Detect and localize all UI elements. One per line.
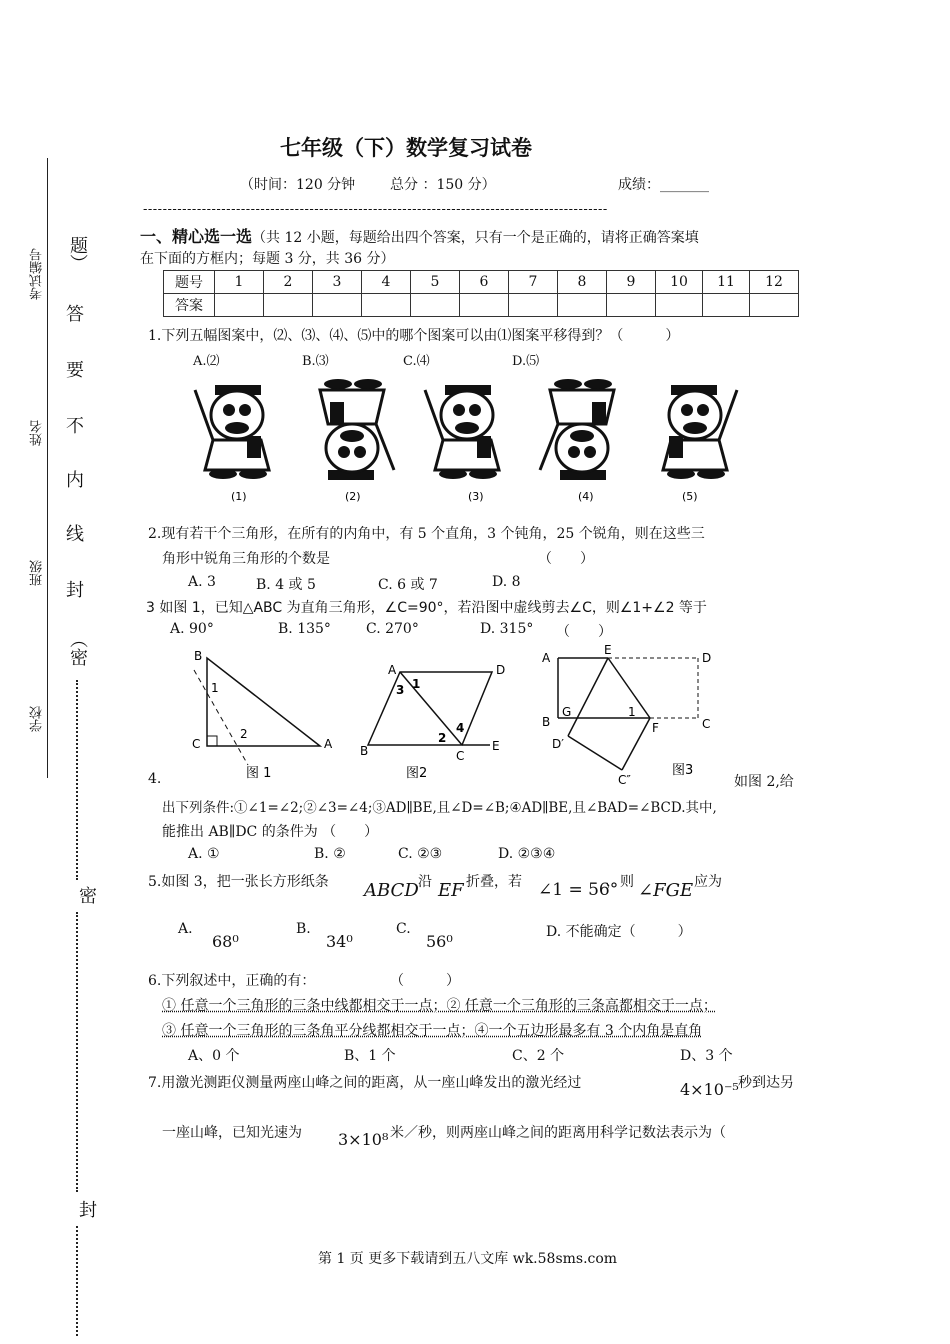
seal-dotted-line [76, 680, 78, 880]
cartoon-2 [320, 379, 394, 480]
warning-char: 不 [66, 416, 84, 437]
question-6-line2: ① 任意一个三角形的三条中线都相交于一点；② 任意一个三角形的三条高都相交于一点； [162, 998, 717, 1014]
seal-dotted-line [76, 912, 78, 1192]
class-label: 班级 [30, 560, 45, 586]
warning-char: 线 [66, 524, 84, 545]
question-4-line3: 能推出 AB∥DC 的条件为 （ ） [162, 824, 379, 840]
fig2-label-B: B [360, 744, 369, 758]
q1-option-a: A.⑵ [193, 354, 220, 369]
figure-2-caption: 图2 [406, 766, 428, 781]
q7-math-time: 4×10⁻⁵ [680, 1080, 739, 1099]
cartoon-4 [540, 379, 614, 480]
question-6-line3: ③ 任意一个三角形的三条角平分线都相交于一点；④一个五边形最多有 3 个内角是直角 [162, 1023, 703, 1039]
q6-option-d: D、3 个 [680, 1048, 733, 1064]
q4-option-a: A. ① [188, 846, 220, 862]
fig3-label-D-prime: D′ [552, 737, 564, 751]
q2-option-b: B. 4 或 5 [256, 577, 316, 593]
q2-option-a: A. 3 [188, 574, 216, 590]
table-cell: 1 [215, 271, 264, 294]
figure-3-caption: 图3 [672, 763, 694, 778]
cartoon-label-5: (5) [682, 490, 698, 503]
q5-value-a: 68⁰ [212, 932, 239, 951]
header-divider: ----------------------------------------------------------------------------------------------- [143, 202, 608, 217]
answer-cell[interactable] [362, 294, 411, 317]
fig1-label-2: 2 [240, 727, 248, 741]
fig2-label-E: E [492, 739, 500, 753]
fig2-label-2: 2 [438, 731, 447, 745]
fig3-label-B: B [542, 715, 551, 729]
feng-char: 封 [79, 1200, 97, 1221]
warning-char: 题） [67, 236, 88, 272]
table-cell: 4 [362, 271, 411, 294]
q4-option-c: C. ②③ [398, 846, 443, 862]
mi-char: 密 [79, 886, 97, 907]
cartoon-label-2: (2) [345, 490, 361, 503]
fig2-label-4: 4 [456, 721, 465, 735]
q5-math-angle1: ∠1 = 56° [538, 880, 619, 900]
answer-cell[interactable] [313, 294, 362, 317]
q5-fold: 折叠，若 [466, 874, 522, 890]
warning-char: 要 [66, 360, 84, 381]
q3-option-b: B. 135° [278, 621, 331, 637]
answer-cell[interactable] [264, 294, 313, 317]
question-1: 1.下列五幅图案中，⑵、⑶、⑷、⑸中的哪个图案可以由⑴图案平移得到？（ ） [148, 328, 680, 344]
figure-1-caption: 图 1 [246, 766, 272, 781]
figures-group [180, 640, 740, 790]
warning-char: 内 [66, 470, 84, 491]
answer-cell[interactable] [558, 294, 607, 317]
table-header-cell: 题号 [164, 271, 215, 294]
answer-cell[interactable] [750, 294, 799, 317]
fig2-label-D: D [496, 663, 506, 677]
fig2-label-3: 3 [396, 683, 405, 697]
q5-option-b: B. [296, 921, 311, 937]
figure-1 [192, 649, 333, 781]
q6-option-c: C、2 个 [512, 1048, 565, 1064]
fig3-label-C-double-prime: C″ [618, 773, 631, 787]
question-2-line1: 2.现有若干个三角形，在所有的内角中，有 5 个直角，3 个钝角，25 个锐角，则在这些三 [148, 526, 705, 542]
table-cell: 10 [656, 271, 703, 294]
answer-cell[interactable] [411, 294, 460, 317]
section-desc-2: 在下面的方框内；每题 3 分，共 36 分） [140, 251, 395, 267]
q1-option-b: B.⑶ [302, 354, 329, 369]
question-7-line2: 一座山峰，已知光速为 [162, 1125, 302, 1141]
question-6-paren: （ ） [390, 973, 460, 989]
fig3-label-G: G [562, 705, 572, 719]
fig2-label-1: 1 [412, 677, 421, 691]
q5-value-b: 34⁰ [326, 932, 353, 951]
cartoon-label-3: (3) [468, 490, 484, 503]
answer-cell[interactable] [656, 294, 703, 317]
table-cell: 2 [264, 271, 313, 294]
q7-math-speed: 3×10⁸ [338, 1130, 389, 1149]
question-7-line1: 7.用激光测距仪测量两座山峰之间的距离，从一座山峰发出的激光经过 [148, 1075, 582, 1091]
answer-cell[interactable] [215, 294, 264, 317]
answer-cell[interactable] [703, 294, 750, 317]
table-header-cell: 答案 [164, 294, 215, 317]
fig1-label-C: C [192, 737, 201, 751]
section-title: 一、精心选一选 [140, 227, 253, 246]
answer-cell[interactable] [607, 294, 656, 317]
q5-along: 沿 [418, 874, 432, 890]
q3-option-d: D. 315° [480, 621, 534, 637]
q2-option-c: C. 6 或 7 [378, 577, 438, 593]
cartoon-5 [663, 385, 737, 479]
table-cell: 6 [460, 271, 509, 294]
figure-3 [542, 643, 711, 787]
question-5-pre: 5.如图 3，把一张长方形纸条 [148, 874, 329, 890]
time-info: （时间：120 分钟 [240, 177, 356, 193]
q3-option-c: C. 270° [366, 621, 419, 637]
q1-option-c: C.⑷ [403, 354, 430, 369]
exam-no-label: 考试编号 [30, 248, 45, 300]
seal-dotted-line [76, 1226, 78, 1336]
cartoon-3 [425, 385, 499, 479]
answer-cell[interactable] [460, 294, 509, 317]
question-3: 3 如图 1，已知△ABC 为直角三角形，∠C=90°，若沿图中虚线剪去∠C，则∠1+∠2 等于 [146, 600, 707, 616]
fig2-label-C: C [456, 749, 465, 763]
fig1-label-1: 1 [211, 681, 219, 695]
question-2-line2: 角形中锐角三角形的个数是 [162, 551, 330, 567]
q3-paren: （ ） [556, 624, 612, 640]
q4-option-d: D. ②③④ [498, 846, 556, 862]
table-cell: 12 [750, 271, 799, 294]
total-info: 总分 ：150 分） [390, 177, 496, 193]
fig3-label-C: C [702, 717, 711, 731]
fig1-label-B: B [194, 649, 203, 663]
page-footer: 第 1 页 更多下载请到五八文库 wk.58sms.com [318, 1251, 618, 1267]
q5-end: 应为 [694, 874, 722, 890]
score-field: 成绩：_______ [618, 177, 709, 193]
cartoon-1 [195, 385, 269, 479]
table-row [164, 271, 799, 294]
q6-option-b: B、1 个 [344, 1048, 396, 1064]
name-label: 姓名 [30, 420, 45, 446]
q4-option-b: B. ② [314, 846, 346, 862]
table-cell: 7 [509, 271, 558, 294]
question-6: 6.下列叙述中，正确的有： [148, 973, 316, 989]
q5-then: ，则 [606, 874, 634, 890]
table-cell: 11 [703, 271, 750, 294]
table-cell: 8 [558, 271, 607, 294]
question-7-line1b: 秒到达另 [738, 1075, 794, 1091]
school-label: 学校 [30, 706, 45, 732]
q2-option-d: D. 8 [492, 574, 521, 590]
q5-option-c: C. [396, 921, 411, 937]
fig3-label-E: E [604, 643, 612, 657]
question-4-num: 4. [148, 771, 162, 787]
fig3-label-D: D [702, 651, 712, 665]
question-4-line2: 出下列条件:①∠1=∠2;②∠3=∠4;③AD∥BE,且∠D=∠B;④AD∥BE,且∠BAD=∠BCD.其中, [162, 800, 717, 816]
question-2-paren: （ ） [538, 551, 594, 567]
answer-cell[interactable] [509, 294, 558, 317]
figure-2 [360, 663, 505, 781]
cartoon-label-1: (1) [231, 490, 247, 503]
question-4-tail: 如图 2,给 [734, 774, 794, 790]
fig1-label-A: A [324, 737, 333, 751]
warning-char: （密 [67, 630, 88, 666]
fig3-label-A: A [542, 651, 551, 665]
section-desc: （共 12 小题，每题给出四个答案，只有一个是正确的，请将正确答案填 [252, 230, 699, 246]
q5-math-abcd: ABCD [364, 880, 419, 901]
cartoon-label-4: (4) [578, 490, 594, 503]
q3-option-a: A. 90° [170, 621, 214, 637]
warning-char: 封 [66, 580, 84, 601]
table-cell: 3 [313, 271, 362, 294]
q6-option-a: A、0 个 [188, 1048, 240, 1064]
q5-value-c: 56⁰ [426, 932, 453, 951]
question-7-line2b: 米／秒，则两座山峰之间的距离用科学记数法表示为（ [390, 1125, 726, 1141]
q5-option-d: D. 不能确定（ ） [546, 924, 692, 940]
section-heading [140, 224, 699, 247]
page-title: 七年级（下）数学复习试卷 [280, 135, 532, 160]
q5-math-ef: EF [438, 880, 464, 901]
warning-char: 答 [66, 304, 84, 325]
fig3-label-1: 1 [628, 705, 636, 719]
table-cell: 9 [607, 271, 656, 294]
answer-table [163, 270, 799, 317]
q5-math-angle-fge: ∠FGE [638, 880, 694, 901]
q5-option-a: A. [178, 921, 193, 937]
q1-option-d: D.⑸ [512, 354, 540, 369]
sidebar-line [47, 158, 48, 778]
fig3-label-F: F [652, 721, 659, 735]
table-cell: 5 [411, 271, 460, 294]
fig2-label-A: A [388, 663, 397, 677]
table-row [164, 294, 799, 317]
q1-cartoon-images [185, 370, 755, 505]
